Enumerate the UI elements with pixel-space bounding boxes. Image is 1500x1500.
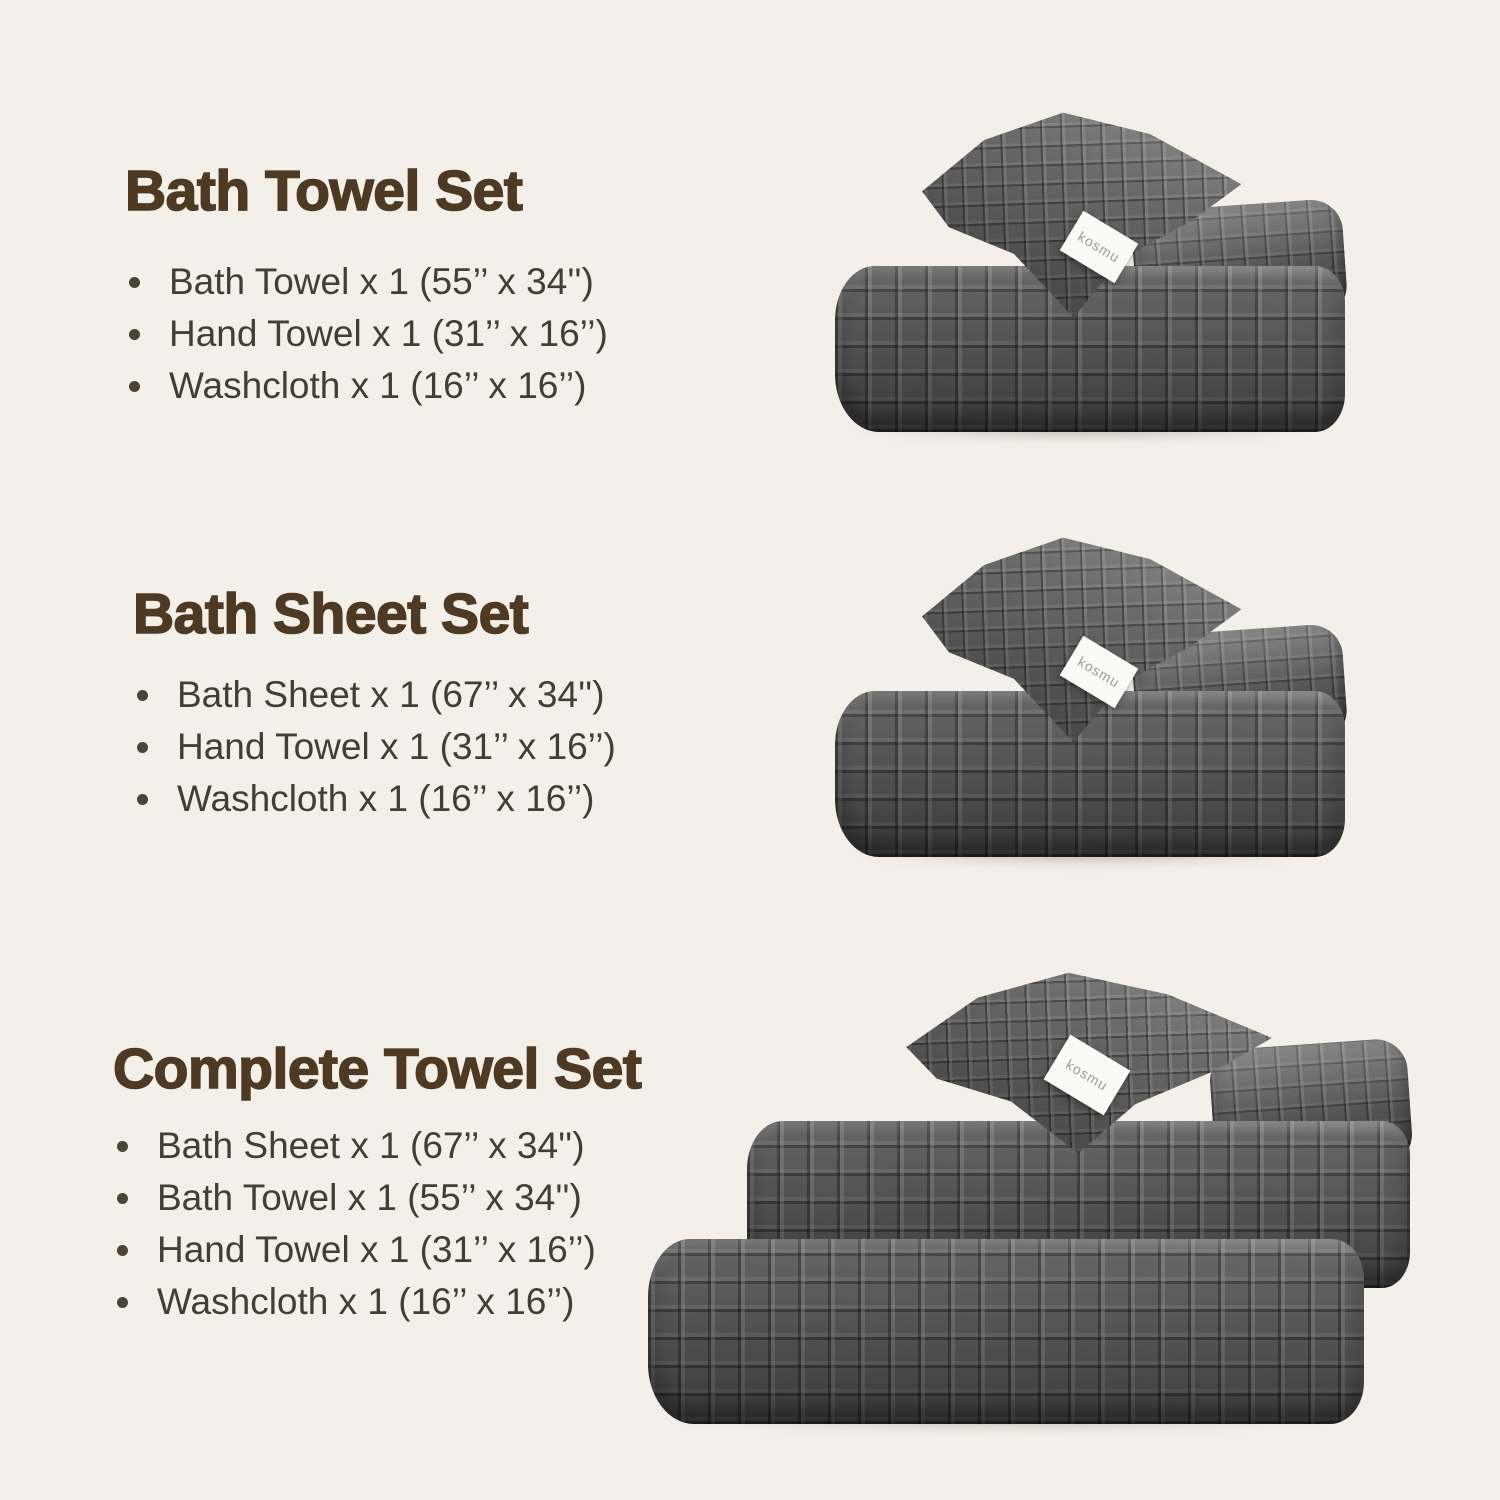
spec-item: Bath Sheet x 1 (67’’ x 34'') [113, 1120, 641, 1172]
section-complete-towel-set [113, 1037, 642, 1328]
spec-item: Bath Towel x 1 (55’’ x 34'') [125, 256, 608, 308]
section-title: Complete Towel Set [113, 1037, 642, 1101]
spec-list [125, 256, 608, 412]
spec-list [133, 669, 616, 825]
spec-list [113, 1120, 641, 1328]
brand-tag-label: kosmu [1074, 228, 1123, 266]
towel-photo-complete-towel-set [648, 972, 1410, 1424]
spec-item: Washcloth x 1 (16’’ x 16’’) [133, 773, 616, 825]
brand-tag-label: kosmu [1074, 653, 1123, 691]
spec-item: Hand Towel x 1 (31’’ x 16’’) [125, 308, 608, 360]
spec-item: Bath Sheet x 1 (67’’ x 34'') [133, 669, 616, 721]
bath-sheet-folded [648, 1239, 1364, 1424]
section-title: Bath Sheet Set [133, 582, 529, 646]
spec-item: Hand Towel x 1 (31’’ x 16’’) [113, 1224, 641, 1276]
spec-item: Hand Towel x 1 (31’’ x 16’’) [133, 721, 616, 773]
brand-tag-label: kosmu [1062, 1056, 1111, 1094]
spec-item: Bath Towel x 1 (55’’ x 34'') [113, 1172, 641, 1224]
towel-photo-bath-towel-set [835, 112, 1350, 432]
section-title: Bath Towel Set [125, 159, 523, 223]
spec-item: Washcloth x 1 (16’’ x 16’’) [113, 1276, 641, 1328]
section-bath-sheet-set [133, 582, 616, 825]
towel-photo-bath-sheet-set [835, 537, 1350, 857]
spec-item: Washcloth x 1 (16’’ x 16’’) [125, 360, 608, 412]
section-bath-towel-set [125, 159, 608, 412]
